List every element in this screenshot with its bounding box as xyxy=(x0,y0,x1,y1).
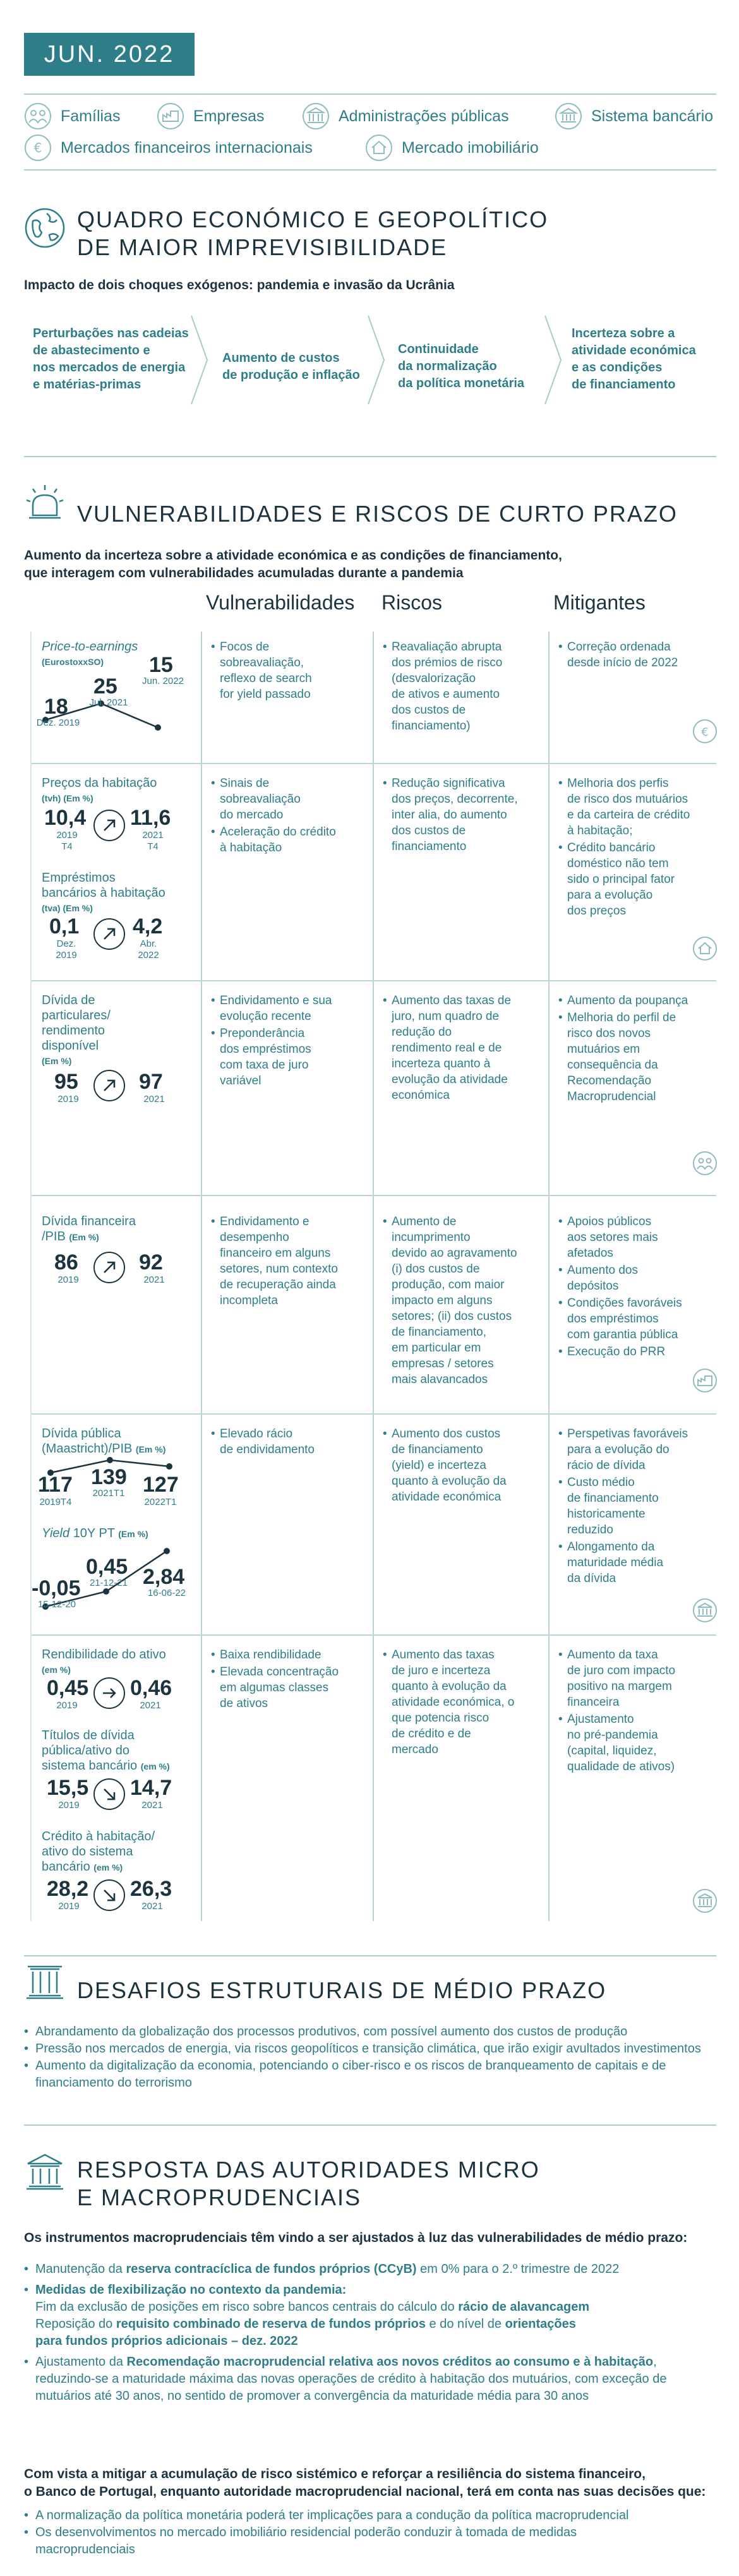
row6-vulnerabilities: • Baixa rendibilidade • Elevada concentração em algumas classes de ativos xyxy=(211,1647,339,1713)
globe-icon xyxy=(24,207,66,249)
considerations-list xyxy=(24,2507,719,2558)
government-building-icon xyxy=(692,1598,718,1623)
row3-risks: • Aumento das taxas de juro, num quadro de redução do rendimento real e de incerteza quanto à evolução da atividade económica xyxy=(383,993,511,1105)
row6-mitigants: • Aumento da taxa de juro com impacto positivo na margem financeira • Ajustamento no pré-pandemia (capital, liquidez, qualidade de ativos) xyxy=(558,1647,675,1776)
yield-date-2021: 21-12-21 xyxy=(89,1578,128,1588)
pe-date-2022: Jun. 2022 xyxy=(142,676,184,686)
topic-label: Empresas xyxy=(193,107,265,125)
topic-banking-system xyxy=(555,102,713,130)
row5-risks: • Aumento dos custos de financiamento (yield) e incerteza quanto à evolução da atividade económica xyxy=(383,1426,507,1506)
mortgage-exposure-label: Crédito à habitação/ ativo do sistema bancário (em %) xyxy=(42,1830,155,1874)
divider xyxy=(24,1955,716,1956)
topic-companies xyxy=(157,102,265,130)
list-item: • Pressão nos mercados de energia, via riscos geopolíticos e transição climática, que irão exigir avultados investimentos xyxy=(24,2040,719,2058)
column-separator xyxy=(201,632,202,1921)
row-separator xyxy=(30,1413,716,1415)
svg-text:€: € xyxy=(701,726,709,739)
macroprudential-measures-list xyxy=(24,2261,719,2405)
chain-step-monetary: Continuidade da normalização da política monetária xyxy=(398,342,525,390)
topic-real-estate xyxy=(365,134,539,162)
row1-vulnerabilities: • Focos de sobreavaliação, reflexo de search for yield passado xyxy=(211,639,312,704)
column-risks: Riscos xyxy=(382,591,443,614)
alarm-icon xyxy=(24,481,66,523)
companies-icon xyxy=(692,1368,718,1393)
row4-mitigants: • Apoios públicos aos setores mais afetados • Aumento dos depósitos • Condições favoráveis dos empréstimos com garantia pública • Execução do PRR xyxy=(558,1214,682,1361)
mortgage-date-2019: Dez. 2019 xyxy=(56,938,77,961)
list-item: • Abrandamento da globalização dos processos produtivos, com possível aumento dos custos de produção xyxy=(24,2023,719,2040)
household-debt-label: Dívida de particulares/ rendimento disponível (Em %) xyxy=(42,993,111,1066)
row3-vulnerabilities: • Endividamento e sua evolução recente • Preponderância dos empréstimos com taxa de juro variável xyxy=(211,993,332,1090)
mortgage-exposure-value-2021: 26,3 xyxy=(130,1877,172,1901)
house-icon xyxy=(692,936,718,961)
topic-families xyxy=(24,102,120,130)
topic-label: Administrações públicas xyxy=(339,107,509,125)
families-icon xyxy=(692,1151,718,1176)
household-debt-date-2019: 2019 xyxy=(57,1094,79,1105)
sovereign-exposure-date-2021: 2021 xyxy=(141,1800,163,1811)
house-value-2021: 11,6 xyxy=(130,806,171,830)
pe-date-2021: Jul. 2021 xyxy=(89,697,128,708)
row-marker-line xyxy=(30,632,32,1921)
yield-date-2020: 15-12-20 xyxy=(37,1599,76,1610)
column-separator xyxy=(373,632,374,1921)
row-separator xyxy=(30,980,716,981)
row-separator xyxy=(30,1634,716,1636)
row-separator xyxy=(30,1195,716,1196)
institution-icon xyxy=(24,2151,66,2193)
section4-title: RESPOSTA DAS AUTORIDADES MICRO E MACROPRUDENCIAIS xyxy=(77,2157,540,2210)
financial-debt-date-2019: 2019 xyxy=(57,1274,79,1285)
mortgage-value-2022: 4,2 xyxy=(133,914,163,938)
divider xyxy=(24,456,716,457)
up-arrow-icon xyxy=(93,918,125,950)
financial-debt-value-2021: 92 xyxy=(139,1250,163,1274)
government-building-icon xyxy=(302,102,330,130)
financial-debt-value-2019: 86 xyxy=(54,1250,78,1274)
section3-title: DESAFIOS ESTRUTURAIS DE MÉDIO PRAZO xyxy=(77,1977,607,2003)
row5-vulnerabilities: • Elevado rácio de endividamento xyxy=(211,1426,315,1459)
row5-mitigants: • Perspetivas favoráveis para a evolução do rácio de dívida • Custo médio de financiamento historicamente reduzido • Alongamento da maturidade média da dívida xyxy=(558,1426,688,1588)
row2-vulnerabilities: • Sinais de sobreavaliação do mercado • Aceleração do crédito à habitação xyxy=(211,776,336,857)
mortgage-exposure-date-2019: 2019 xyxy=(58,1901,80,1912)
roa-value-2019: 0,45 xyxy=(47,1676,89,1700)
row-separator xyxy=(30,763,716,764)
divider xyxy=(24,93,716,95)
bank-icon xyxy=(555,102,582,130)
topic-public-administrations xyxy=(302,102,509,130)
house-date-2021: 2021 T4 xyxy=(142,830,164,852)
sovereign-exposure-value-2021: 14,7 xyxy=(130,1776,172,1800)
row3-mitigants: • Aumento da poupança • Melhoria do perfil de risco dos novos mutuários em consequência da Recomendação Macroprudencial xyxy=(558,993,688,1106)
section1-lead: Impacto de dois choques exógenos: pandemia e invasão da Ucrânia xyxy=(24,278,455,292)
row2-risks: • Redução significativa dos preços, decorrente, inter alia, do aumento dos custos de financiamento xyxy=(383,776,518,856)
bank-icon xyxy=(692,1888,718,1914)
mortgage-label: Empréstimos bancários à habitação (tva) (Em %) xyxy=(42,871,165,913)
public-debt-date-2019: 2019T4 xyxy=(39,1497,72,1507)
list-item: • Manutenção da reserva contracíclica de fundos próprios (CCyB) em 0% para o 2.º trimestre de 2022 xyxy=(24,2261,719,2278)
divider xyxy=(24,169,716,171)
mortgage-value-2019: 0,1 xyxy=(49,914,80,938)
families-icon xyxy=(24,102,52,130)
row1-risks: • Reavaliação abrupta dos prémios de risco (desvalorização de ativos e aumento dos custos de financiamento) xyxy=(383,639,502,735)
up-arrow-icon xyxy=(93,810,125,841)
sovereign-exposure-label: Títulos de dívida pública/ativo do sistema bancário (em %) xyxy=(42,1728,170,1773)
yield-value-2021: 0,45 xyxy=(86,1555,128,1579)
column-vulnerabilities: Vulnerabilidades xyxy=(206,591,355,614)
mortgage-exposure-date-2021: 2021 xyxy=(141,1901,163,1912)
right-arrow-icon xyxy=(93,1677,125,1709)
topic-label: Famílias xyxy=(61,107,121,125)
yield-value-2022: 2,84 xyxy=(143,1565,185,1589)
pe-value-2019: 18 xyxy=(44,695,68,719)
roa-value-2021: 0,46 xyxy=(130,1676,172,1700)
date-label: JUN. 2022 xyxy=(44,40,175,68)
column-separator xyxy=(548,632,550,1921)
public-debt-label: Dívida pública (Maastricht)/PIB (Em %) xyxy=(42,1427,166,1456)
house-icon xyxy=(365,134,393,162)
pe-value-2022: 15 xyxy=(149,653,173,677)
down-arrow-icon xyxy=(93,1778,125,1810)
row4-vulnerabilities: • Endividamento e desempenho financeiro em alguns setores, num contexto de recuperação ainda incompleta xyxy=(211,1214,338,1310)
topic-label: Mercado imobiliário xyxy=(402,138,539,157)
list-item: • A normalização da política monetária poderá ter implicações para a condução da política macroprudencial xyxy=(24,2507,719,2524)
svg-text:€: € xyxy=(33,140,42,155)
section1-title: QUADRO ECONÓMICO E GEOPOLÍTICO DE MAIOR IMPREVISIBILIDADE xyxy=(77,207,549,260)
house-value-2019: 10,4 xyxy=(44,806,87,830)
pe-value-2021: 25 xyxy=(93,674,117,698)
structural-challenges-list xyxy=(24,2023,719,2092)
list-item: • Ajustamento da Recomendação macroprudencial relativa aos novos créditos ao consumo e à habitação, reduzindo-se a maturidade máxima das novas operações de crédito à habitação dos mutuários, com exceção de mutuários até 30 anos, no sentido de promover a convergência da maturidade média para 30 anos xyxy=(24,2354,719,2405)
chain-step-supply: Perturbações nas cadeias de abastecimento e nos mercados de energia e matérias-primas xyxy=(33,326,189,392)
pe-date-2019: Dez. 2019 xyxy=(36,717,80,728)
household-debt-value-2021: 97 xyxy=(139,1070,163,1094)
topic-label: Mercados financeiros internacionais xyxy=(61,138,313,157)
mortgage-date-2022: Abr. 2022 xyxy=(138,938,159,961)
up-arrow-icon xyxy=(93,1070,125,1101)
yield-value-2020: -0,05 xyxy=(32,1576,81,1600)
household-debt-value-2019: 95 xyxy=(54,1070,78,1094)
section4-lead: Os instrumentos macroprudenciais têm vindo a ser ajustados à luz das vulnerabilidades de médio prazo: xyxy=(24,2231,688,2245)
financial-debt-date-2021: 2021 xyxy=(143,1274,165,1285)
euro-icon xyxy=(24,134,52,162)
section2-title: VULNERABILIDADES E RISCOS DE CURTO PRAZO xyxy=(77,501,678,527)
house-date-2019: 2019 T4 xyxy=(56,830,78,852)
public-debt-date-2021: 2021T1 xyxy=(92,1488,125,1499)
financial-debt-label: Dívida financeira /PIB (Em %) xyxy=(42,1214,136,1243)
yield-label: Yield 10Y PT (Em %) xyxy=(42,1526,148,1540)
chain-step-costs: Aumento de custos de produção e inflação xyxy=(222,351,360,382)
list-item: • Medidas de flexibilização no contexto da pandemia: Fim da exclusão de posições em risco sobre bancos centrais do cálculo do rácio de alavancagem Reposição do requisito combinado de reserva de fundos próprios e do nível de orientações para fundos próprios adicionais – dez. 2022 xyxy=(24,2282,719,2350)
date-badge xyxy=(24,33,195,76)
row6-risks: • Aumento das taxas de juro e incerteza quanto à evolução da atividade económica, o que potencia risco de crédito e de mercado xyxy=(383,1647,514,1759)
down-arrow-icon xyxy=(93,1879,125,1911)
roa-label: Rendibilidade do ativo (em %) xyxy=(42,1648,166,1675)
section2-lead: Aumento da incerteza sobre a atividade económica e as condições de financiamento, que interagem com vulnerabilidades acumuladas durante a pandemia xyxy=(24,548,562,580)
list-item: • Aumento da digitalização da economia, potenciando o ciber-risco e os riscos de branqueamento de capitais e de financiamento do terrorismo xyxy=(24,2058,719,2092)
divider xyxy=(24,2124,716,2126)
public-debt-value-2019: 117 xyxy=(38,1473,73,1497)
roa-date-2019: 2019 xyxy=(56,1700,78,1711)
topic-label: Sistema bancário xyxy=(591,107,714,125)
row4-risks: • Aumento de incumprimento devido ao agravamento (i) dos custos de produção, com maior impacto em alguns setores; (ii) dos custos de financiamento, em particular em empresas / setores mais alavancados xyxy=(383,1214,517,1389)
euro-icon xyxy=(692,719,718,744)
roa-date-2021: 2021 xyxy=(140,1700,161,1711)
sovereign-exposure-value-2019: 15,5 xyxy=(47,1776,89,1800)
up-arrow-icon xyxy=(93,1252,125,1283)
pe-label: Price-to-earnings (EurostoxxSO) xyxy=(42,640,138,667)
public-debt-date-2022: 2022T1 xyxy=(144,1497,177,1507)
companies-icon xyxy=(157,102,184,130)
row1-mitigants: • Correção ordenada desde início de 2022 xyxy=(558,639,678,672)
sovereign-exposure-date-2019: 2019 xyxy=(58,1800,80,1811)
mortgage-exposure-value-2019: 28,2 xyxy=(47,1877,89,1901)
chain-step-uncertainty: Incerteza sobre a atividade económica e as condições de financiamento xyxy=(572,326,696,392)
yield-date-2022: 16-06-22 xyxy=(147,1588,186,1598)
section4-lead2: Com vista a mitigar a acumulação de risco sistémico e reforçar a resiliência do sistema financeiro, o Banco de Portugal, enquanto autoridade macroprudencial nacional, terá em conta nas suas decisões que: xyxy=(24,2467,706,2499)
house-prices-label: Preços da habitação (tvh) (Em %) xyxy=(42,776,157,803)
column-mitigants: Mitigantes xyxy=(553,591,646,614)
topic-international-markets xyxy=(24,134,313,162)
list-item: • Os desenvolvimentos no mercado imobiliário residencial poderão conduzir à tomada de medidas macroprudenciais xyxy=(24,2524,719,2558)
row2-mitigants: • Melhoria dos perfis de risco dos mutuários e da carteira de crédito à habitação; • Crédito bancário doméstico não tem sido o principal fator para a evolução dos preços xyxy=(558,776,690,920)
public-debt-value-2021: 139 xyxy=(91,1465,127,1489)
public-debt-value-2022: 127 xyxy=(143,1473,179,1497)
columns-icon xyxy=(24,1960,66,2002)
household-debt-date-2021: 2021 xyxy=(143,1094,165,1105)
